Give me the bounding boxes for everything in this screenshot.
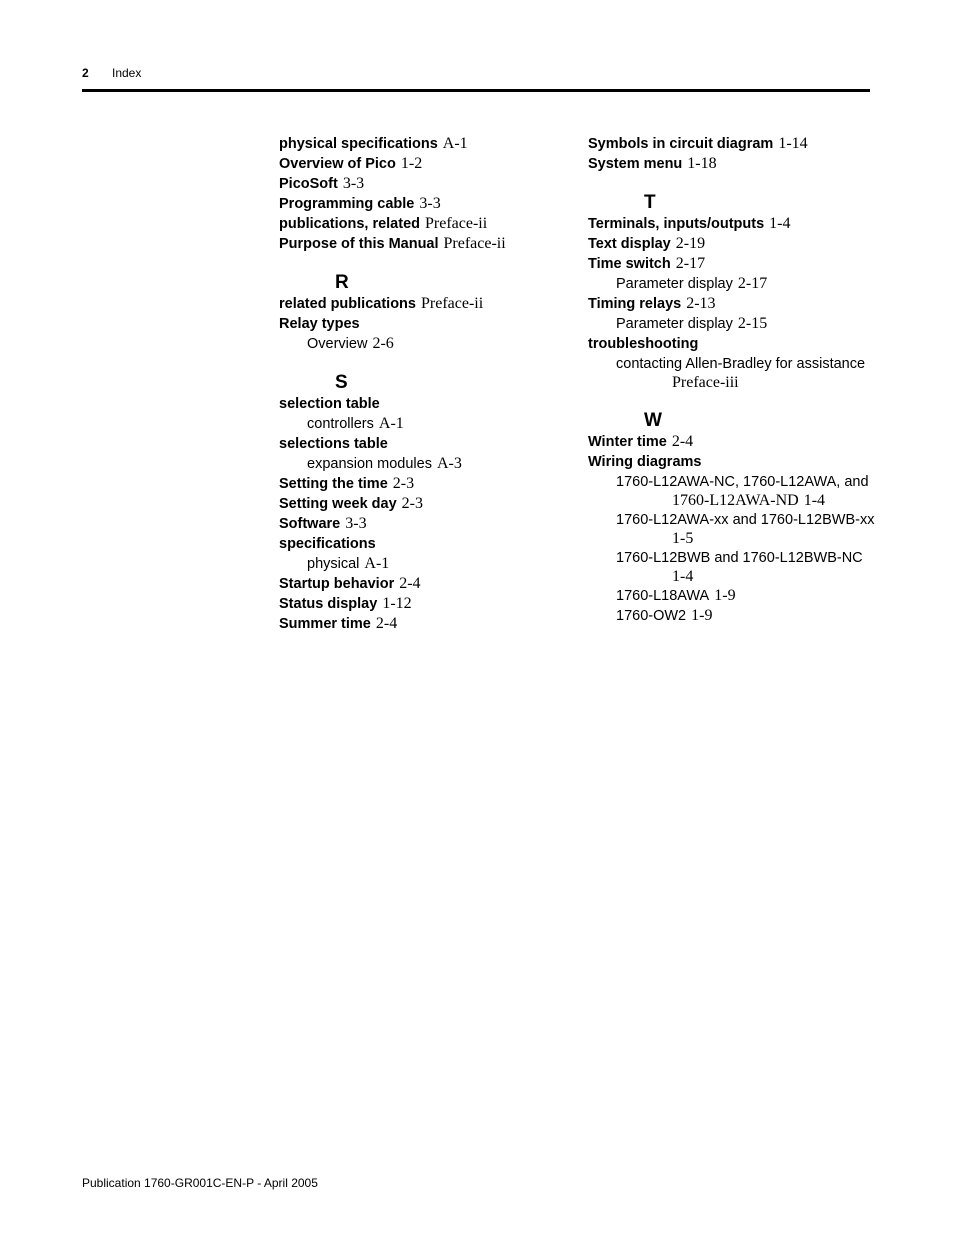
index-subentry — [279, 414, 559, 434]
page-reference: 2-3 — [392, 475, 415, 492]
index-letter-heading: T — [644, 192, 656, 213]
index-entry — [279, 194, 559, 214]
index-term: troubleshooting — [588, 336, 699, 352]
index-term: Symbols in circuit diagram — [588, 136, 774, 152]
index-term: selections table — [279, 436, 388, 452]
page-reference: A-1 — [378, 415, 404, 432]
index-term: Setting the time — [279, 476, 388, 492]
index-term: selection table — [279, 396, 380, 412]
index-subentry — [588, 472, 878, 492]
section-title: Index — [112, 66, 142, 80]
index-term: Terminals, inputs/outputs — [588, 216, 765, 232]
index-continuation — [588, 568, 878, 586]
index-entry — [279, 314, 559, 334]
index-term: Text display — [588, 236, 671, 252]
page-reference: 2-4 — [375, 615, 398, 632]
page-reference: 2-13 — [686, 295, 716, 312]
index-term: Timing relays — [588, 296, 682, 312]
index-subentry — [588, 548, 878, 568]
header-rule — [82, 89, 870, 92]
index-term: Purpose of this Manual — [279, 236, 439, 252]
page-reference: 2-19 — [675, 235, 706, 252]
index-term: controllers — [307, 416, 374, 432]
index-term: 1760-L12AWA-NC, 1760-L12AWA, and — [616, 474, 869, 490]
page-reference: 1-12 — [382, 595, 412, 612]
index-subentry — [588, 314, 878, 334]
page-reference: Preface-ii — [420, 295, 484, 312]
index-entry — [588, 254, 878, 274]
index-term: specifications — [279, 536, 376, 552]
page-reference: Preface-ii — [425, 215, 488, 232]
index-term: Software — [279, 516, 341, 532]
index-term: Status display — [279, 596, 378, 612]
page-reference: 1-2 — [400, 155, 423, 172]
index-term: Wiring diagrams — [588, 454, 702, 470]
index-entry — [279, 214, 559, 234]
page-reference: 1-4 — [803, 492, 826, 509]
index-entry — [279, 174, 559, 194]
index-entry — [588, 452, 878, 472]
index-entry — [279, 234, 559, 254]
index-term: physical specifications — [279, 136, 438, 152]
index-entry — [588, 234, 878, 254]
index-subentry — [279, 454, 559, 474]
index-letter-heading: S — [335, 372, 348, 393]
page-reference: 3-3 — [342, 175, 365, 192]
index-term: 1760-L18AWA — [616, 588, 710, 604]
page-reference: 1-4 — [672, 568, 694, 585]
index-entry — [279, 134, 559, 154]
index-entry — [279, 594, 559, 614]
index-entry — [279, 494, 559, 514]
index-subentry — [588, 510, 878, 530]
index-term: expansion modules — [307, 456, 432, 472]
index-entry — [279, 474, 559, 494]
page-reference: 2-15 — [737, 315, 768, 332]
index-term: Parameter display — [616, 316, 733, 332]
index-subentry — [588, 586, 878, 606]
index-term: physical — [307, 556, 360, 572]
page-reference: A-3 — [436, 455, 462, 472]
index-term: Parameter display — [616, 276, 733, 292]
index-entry — [588, 214, 878, 234]
page-reference: 3-3 — [345, 515, 367, 532]
index-entry — [279, 614, 559, 634]
page-reference: 2-3 — [401, 495, 423, 512]
page-reference: A-1 — [442, 135, 468, 152]
index-entry — [588, 432, 878, 452]
index-term: Relay types — [279, 316, 360, 332]
index-continuation — [588, 374, 878, 392]
index-subentry — [588, 274, 878, 294]
index-continuation — [588, 530, 878, 548]
index-term: 1760-OW2 — [616, 608, 687, 624]
index-subentry — [588, 606, 878, 626]
page-reference: 2-4 — [671, 433, 694, 450]
index-term: Overview of Pico — [279, 156, 396, 172]
index-entry — [588, 294, 878, 314]
index-subentry — [279, 334, 559, 354]
index-term: Setting week day — [279, 496, 397, 512]
index-term: 1760-L12BWB and 1760-L12BWB-NC — [616, 550, 863, 566]
index-term: Winter time — [588, 434, 667, 450]
index-term: Overview — [307, 336, 368, 352]
page-number: 2 — [82, 66, 89, 80]
page-reference: Preface-ii — [443, 235, 506, 252]
index-term: System menu — [588, 156, 683, 172]
page-header — [82, 66, 141, 80]
page-footer: Publication 1760-GR001C-EN-P - April 2005 — [82, 1176, 318, 1190]
page-reference: 1-14 — [778, 135, 808, 152]
index-term: contacting Allen-Bradley for assistance — [616, 356, 866, 372]
index-entry — [279, 574, 559, 594]
index-term: related publications — [279, 296, 416, 312]
index-entry — [279, 434, 559, 454]
page-reference: 2-6 — [372, 335, 394, 352]
index-entry — [588, 134, 878, 154]
index-term: Time switch — [588, 256, 671, 272]
index-entry — [279, 294, 559, 314]
page-reference: 1-9 — [714, 587, 736, 604]
index-letter-heading: R — [335, 272, 349, 293]
index-term: 1760-L12AWA-xx and 1760-L12BWB-xx — [616, 512, 875, 528]
index-entry — [279, 534, 559, 554]
index-term: publications, related — [279, 216, 420, 232]
page-reference: A-1 — [364, 555, 390, 572]
index-entry — [279, 394, 559, 414]
page-reference: 1-18 — [687, 155, 717, 172]
index-term: Programming cable — [279, 196, 415, 212]
page-reference: 1-9 — [691, 607, 713, 624]
page-reference: 2-17 — [675, 255, 706, 272]
index-term: 1760-L12AWA-ND — [672, 492, 799, 509]
index-entry — [588, 334, 878, 354]
page-reference: Preface-iii — [672, 374, 739, 391]
index-term: Summer time — [279, 616, 371, 632]
index-term: Startup behavior — [279, 576, 395, 592]
page-reference: 3-3 — [419, 195, 441, 212]
page-reference: 2-17 — [737, 275, 768, 292]
page-reference: 2-4 — [399, 575, 421, 592]
index-entry — [588, 154, 878, 174]
index-letter-heading: W — [644, 410, 662, 431]
index-column-left — [279, 134, 559, 634]
index-term: PicoSoft — [279, 176, 338, 192]
index-entry — [279, 514, 559, 534]
page-reference: 1-4 — [769, 215, 791, 232]
index-subentry — [279, 554, 559, 574]
index-continuation — [588, 492, 878, 510]
index-subentry — [588, 354, 878, 374]
index-column-right — [588, 134, 878, 626]
index-entry — [279, 154, 559, 174]
page-reference: 1-5 — [672, 530, 694, 547]
